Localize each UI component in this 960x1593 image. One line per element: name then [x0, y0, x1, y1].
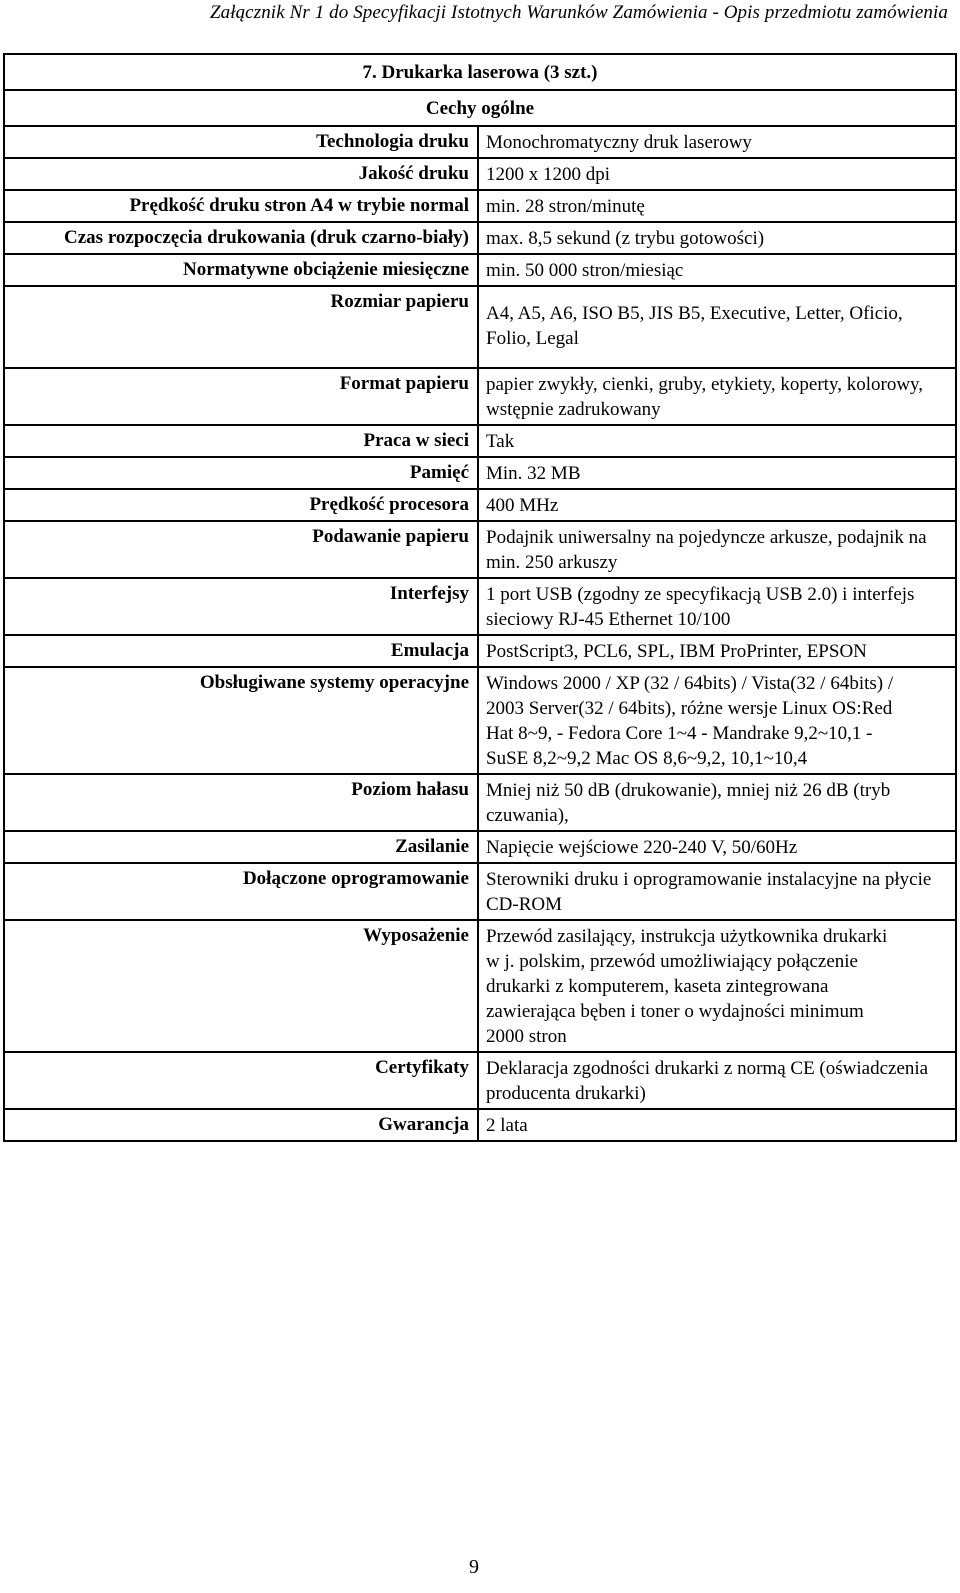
section-heading: Cechy ogólne: [4, 90, 956, 126]
row-label: Podawanie papieru: [4, 521, 478, 578]
table-row: [4, 286, 956, 368]
row-value: Sterowniki druku i oprogramowanie instalacyjne na płycie CD-ROM: [478, 863, 956, 920]
table-row: [4, 1052, 956, 1109]
table-row: [4, 222, 956, 254]
row-value: max. 8,5 sekund (z trybu gotowości): [478, 222, 956, 254]
row-label: Dołączone oprogramowanie: [4, 863, 478, 920]
row-value: Przewód zasilający, instrukcja użytkownika drukarki w j. polskim, przewód umożliwiający połączenie drukarki z komputerem, kaseta zintegrowana zawierająca bęben i toner o wydajności minimum 2000 stron: [478, 920, 956, 1052]
row-label: Certyfikaty: [4, 1052, 478, 1109]
table-row: [4, 578, 956, 635]
row-value: Tak: [478, 425, 956, 457]
row-label: Zasilanie: [4, 831, 478, 863]
table-row: [4, 774, 956, 831]
row-value: Windows 2000 / XP (32 / 64bits) / Vista(32 / 64bits) / 2003 Server(32 / 64bits), różne wersje Linux OS:Red Hat 8~9, - Fedora Core 1~4 - Mandrake 9,2~10,1 - SuSE 8,2~9,2 Mac OS 8,6~9,2, 10,1~10,4: [478, 667, 956, 774]
row-value: min. 50 000 stron/miesiąc: [478, 254, 956, 286]
row-value: Mniej niż 50 dB (drukowanie), mniej niż 26 dB (tryb czuwania),: [478, 774, 956, 831]
page-number: 9: [469, 1556, 479, 1578]
row-value: Monochromatyczny druk laserowy: [478, 126, 956, 158]
table-row: [4, 667, 956, 774]
row-value: 1200 x 1200 dpi: [478, 158, 956, 190]
row-label: Pamięć: [4, 457, 478, 489]
row-value: Podajnik uniwersalny na pojedyncze arkusze, podajnik na min. 250 arkuszy: [478, 521, 956, 578]
title-row: [4, 54, 956, 90]
row-value: Deklaracja zgodności drukarki z normą CE (oświadczenia producenta drukarki): [478, 1052, 956, 1109]
row-label: Technologia druku: [4, 126, 478, 158]
table-row: [4, 254, 956, 286]
table-row: [4, 126, 956, 158]
row-value: PostScript3, PCL6, SPL, IBM ProPrinter, EPSON: [478, 635, 956, 667]
section-row: [4, 90, 956, 126]
table-row: [4, 190, 956, 222]
row-value: A4, A5, A6, ISO B5, JIS B5, Executive, Letter, Oficio, Folio, Legal: [478, 286, 956, 368]
row-label: Praca w sieci: [4, 425, 478, 457]
row-label: Rozmiar papieru: [4, 286, 478, 368]
table-row: [4, 831, 956, 863]
page-header: Załącznik Nr 1 do Specyfikacji Istotnych Warunków Zamówienia - Opis przedmiotu zamówienia: [209, 2, 948, 23]
row-label: Jakość druku: [4, 158, 478, 190]
row-label: Poziom hałasu: [4, 774, 478, 831]
row-label: Prędkość druku stron A4 w trybie normal: [4, 190, 478, 222]
row-label: Emulacja: [4, 635, 478, 667]
row-label: Czas rozpoczęcia drukowania (druk czarno-biały): [4, 222, 478, 254]
table-row: [4, 489, 956, 521]
row-label: Format papieru: [4, 368, 478, 425]
table-row: [4, 863, 956, 920]
table-row: [4, 635, 956, 667]
table-title: 7. Drukarka laserowa (3 szt.): [4, 54, 956, 90]
spec-table: [3, 53, 957, 1142]
row-value: 400 MHz: [478, 489, 956, 521]
table-row: [4, 368, 956, 425]
row-label: Normatywne obciążenie miesięczne: [4, 254, 478, 286]
row-value: min. 28 stron/minutę: [478, 190, 956, 222]
row-value: Napięcie wejściowe 220-240 V, 50/60Hz: [478, 831, 956, 863]
row-label: Wyposażenie: [4, 920, 478, 1052]
row-value: 2 lata: [478, 1109, 956, 1141]
table-row: [4, 1109, 956, 1141]
row-value: Min. 32 MB: [478, 457, 956, 489]
row-value: papier zwykły, cienki, gruby, etykiety, koperty, kolorowy, wstępnie zadrukowany: [478, 368, 956, 425]
table-row: [4, 521, 956, 578]
row-label: Prędkość procesora: [4, 489, 478, 521]
row-label: Interfejsy: [4, 578, 478, 635]
table-row: [4, 457, 956, 489]
table-row: [4, 425, 956, 457]
table-row: [4, 158, 956, 190]
row-label: Obsługiwane systemy operacyjne: [4, 667, 478, 774]
row-value: 1 port USB (zgodny ze specyfikacją USB 2.0) i interfejs sieciowy RJ-45 Ethernet 10/100: [478, 578, 956, 635]
table-row: [4, 920, 956, 1052]
row-label: Gwarancja: [4, 1109, 478, 1141]
